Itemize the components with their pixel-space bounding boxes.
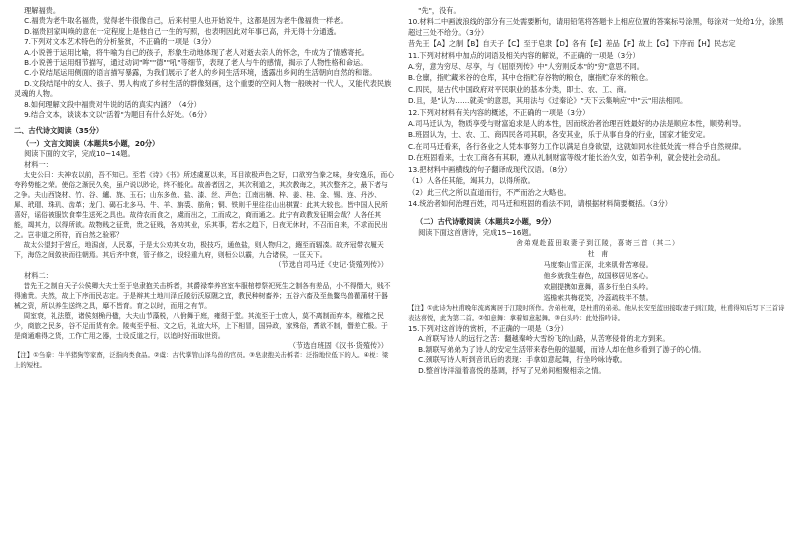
question-line: A.司马迁认为，物质享受与财富追求是人的本性，因而统治者治理百姓最好的办法是顺应本性，顺势利导。 [408, 119, 746, 129]
question-line: B.仓廪，指贮藏米谷的仓库，其中仓指贮存谷物的粮仓，廪指贮存米的粮仓。 [408, 73, 653, 83]
left-top-questions [14, 6, 394, 120]
poem-instruction: 阅读下面这首唐诗，完成15~16题。 [418, 227, 536, 237]
question-line: 13.把材料中画横线的句子翻译成现代汉语。（8分） [408, 164, 572, 174]
poem-title: 舍弟观赴蓝田取妻子到江陵，喜寄三首（其二） [516, 239, 680, 248]
text-line: C.小说结尾运用侧面的语言描写暴露，为我们展示了老人的乡间生活环境，透露出乡间的生活朝向自然的和谐。 [24, 68, 377, 78]
right-column [408, 6, 788, 376]
question-15-options [408, 334, 788, 376]
poem-line: 巡檐索共梅花笑，冷蕊疏枝半不禁。 [543, 294, 653, 303]
question-15: 15.下列对这首诗的赏析，不正确的一项是（3分） [408, 323, 568, 333]
option-line: C.颈联写诗人听到音讯后的表现：手拿如意起舞，行坐吟咏诗歌。 [418, 355, 627, 365]
poem-line: 他乡就我生春色，故国移居见客心。 [543, 272, 653, 281]
question-line: （1）人各任其能，竭其力，以得所欲。 [408, 176, 535, 186]
option-line: A.首联写诗人的远行之苦：翻越秦岭大雪纷飞的山路，从苦寒侵骨的北方到来。 [418, 334, 670, 344]
question-line: 12.下列对材料有关内容的概述，不正确的一项是（3分） [408, 107, 590, 117]
text-line: "先"，没有。 [418, 6, 461, 15]
text-line: 8.如何理解文段中福贵对牛说的话的真实内涵？（4分） [24, 99, 201, 109]
question-line: D.且，是"认为……就美"的意思，其用法与《过秦论》"天下云集响应"中"云"用法相同。 [408, 96, 688, 106]
passage-paragraph: 故太公望封于营丘，地潟卤，人民寡，于是太公劝其女功，极技巧，通鱼盐，则人物归之，繦至而辐凑。故齐冠带衣履天下，海岱之间敛袂而往朝焉。其后齐中衰，管子修之，设轻重九府，则桓公以霸，九合诸侯，一匡天下。 [14, 241, 384, 260]
material-two-text [14, 281, 394, 341]
right-top-lines [408, 6, 788, 16]
question-line: （2）此三代之所以直道而行，不严而治之大略也。 [408, 187, 571, 197]
subsection-title: （一）文言文阅读（本题共5小题，20分） [22, 138, 160, 148]
question-line: 昔先王【A】之制【B】自天子【C】至于皂隶【D】各有【E】差品【F】故上【G】下序而【H】民志定 [408, 39, 736, 49]
poem-section-title: （二）古代诗歌阅读（本题共2小题，9分） [416, 217, 556, 227]
option-line: D.整首诗洋溢着喜悦的基调，抒写了兄弟间相聚相亲之情。 [418, 365, 606, 375]
text-line: D.福贵回家叫唤的意在一定程度上是他自己一生的写照，也表明因此对年事已高，并无得十分通透。 [24, 26, 341, 36]
question-line: 11.下列对材料中加点的词语及相关内容的解说，不正确的一项是（3分） [408, 50, 640, 60]
instruction: 阅读下面的文字，完成10~14题。 [24, 149, 135, 159]
text-line: A.小说善于运用比喻，将牛喻为自己的孩子，形象生动地体现了老人对逝去亲人的怀念，牛成为了情感寄托。 [24, 47, 369, 57]
text-line: 9.结合文本，谈谈本文以"活着"为题目有什么好处。（6分） [24, 110, 212, 120]
question-line: 10.材料二中画波浪线的部分有三处需要断句，请用铅笔将答题卡上相应位置的答案标号涂黑，每涂对一处给1分，涂黑超过三处不给分。（3分） [408, 17, 784, 37]
poem-author: 杜 甫 [587, 250, 609, 259]
footnote: 【注】①刍豢：牛羊猪狗等家畜，泛指肉类食品。②虞：古代掌管山泽鸟兽的官员。③皂隶抱关击柝者：泛指地位低下的人。④棁：梁上的短柱。 [14, 351, 389, 369]
right-questions [408, 17, 788, 209]
poem-line: 欢剧提携如意舞，喜多行坐白头吟。 [543, 283, 653, 292]
passage-paragraph: 周室衰，礼法堕，诸侯刻桷丹楹，大夫山节藻棁，八佾舞于庭，雍彻于堂。其流至于士庶人，莫不离制而弃本，稼穑之民少，商旅之民多，谷不足而货有余。陵夷至乎桓、文之后，礼谊大坏，上下相冒，国异政，家殊俗，耆欲不制，僭差亡极。于是商通难得之货，工作亡用之器，士设反道之行，以追时好而取世资。 [14, 311, 388, 340]
question-line: C.在司马迁看来，各行各业之人凭本事努力工作以满足自身欲望，这就如同水往低处流一样合乎自然规律。 [408, 141, 746, 151]
poem-body [408, 260, 788, 304]
question-line: D.在班固看来，士农工商各有其职，遵从礼制财富等级才能长治久安，如若争利，就会使社会动乱。 [408, 153, 725, 163]
passage-paragraph: 太史公曰：夫神农以前，吾不知已。至若《诗》《书》所述虞夏以来，耳目欲极声色之好，口欲穷刍豢之味，身安逸乐，而心夸矜势能之荣。使俗之渐民久矣，虽户说以眇论，终不能化。故善者因之，其次利道之，其次教诲之，其次整齐之，最下者与之争。夫山西饶材、竹、谷、纑、旄、玉石；山东多鱼、盐、漆、丝、声色；江南出楠、梓、姜、桂、金、锡、连、丹沙、犀、玳瑁、珠玑、齿革；龙门、碣石北多马、牛、羊、旃裘、筋角；铜、铁则千里往往山出棋置：此其大较也。皆中国人民所喜好，谣俗被服饮食奉生送死之具也。故待农而食之，虞而出之，工而成之，商而通之。此宁有政教发征期会哉？人各任其能，竭其力，以得所欲。故物贱之征贵，贵之征贱，各劝其业，乐其事，若水之趋下，日夜无休时，不召而自来，不求而民出之。岂非道之所符，而自然之验邪？ [14, 171, 394, 240]
material-one-label: 材料一： [24, 159, 53, 169]
material-two-label: 材料二： [24, 270, 53, 280]
poem-line: 马度秦山雪正深，北来肌骨苦寒侵。 [543, 261, 653, 270]
question-line: C.四民，是古代中国政府对平民职业的基本分类，即士、农、工、商。 [408, 84, 631, 94]
material-two-source: （节选自班固《汉书·货殖传》） [288, 340, 388, 350]
material-one-source: （节选自司马迁《史记·货殖列传》） [274, 260, 388, 270]
option-line: B.颔联写弟弟为了诗人的安定生活带来春色般的温暖，而诗人却在他乡看到了游子的心情。 [418, 344, 706, 354]
question-line: B.班固认为，士、农、工、商四民各司其职，各安其业，乐于从事自身的行业，国家才能安定。 [408, 130, 710, 140]
passage-paragraph: 昔先王之制自天子公侯卿大夫士至于皂隶抱关击柝者，其爵禄奉养宫室车服棺椁祭祀死生之制各有差品，小不得僭大，贱不得逾贵。夫然，故上下序而民志定。于是辩其土地川泽丘陵衍沃原隰之宜，教民种树畜养；五谷六畜及至鱼鳖鸟兽雚蒲材干器械之资，所以养生送终之具，靡不皆育。育之以时，而用之有节。 [14, 281, 391, 310]
left-column [14, 6, 394, 370]
text-line: C.福贵为老牛取名福贵，觉得老牛很像自己，后来村里人也开始说牛，这都是因为老牛像福贵一样老。 [24, 16, 348, 26]
section-title: 二、古代诗文阅读（35分） [14, 126, 104, 136]
material-one-text [14, 170, 394, 260]
question-line: A.穷，意为穷尽、尽享，与《屈原列传》中"人穷则反本"的"穷"意思不同。 [408, 62, 644, 72]
poem-note: 【注】①此诗为杜甫晚年流离寓居于江陵时所作。舍弟杜观，是杜甫的弟弟。他从长安至蓝田接取妻子到江陵，杜甫得知后写下三首诗表达喜悦，此为第二首。②如意舞：拿着如意起舞。③白头吟：此处指吟诗。 [408, 304, 785, 322]
text-line: 7.下列对文本艺术特色的分析鉴赏，不正确的一项是（3分） [24, 37, 216, 47]
question-line: 14.统治者如何治理百姓，司马迁和班固的看法不同，请根据材料简要概括。（3分） [408, 198, 672, 208]
text-line: B.小说善于运用细节描写，通过动词"哞""德""吼"等细节，表现了老人与牛的感情，揭示了人物性格和命运。 [24, 58, 368, 68]
text-line: 理解福贵。 [24, 6, 61, 15]
text-line: D.文段结尾中的女人、孩子、男人构成了乡村生活的群像刻画，这个重要的空间人物一般映衬一代人，又能代表民族灵魂的人物。 [14, 78, 392, 99]
